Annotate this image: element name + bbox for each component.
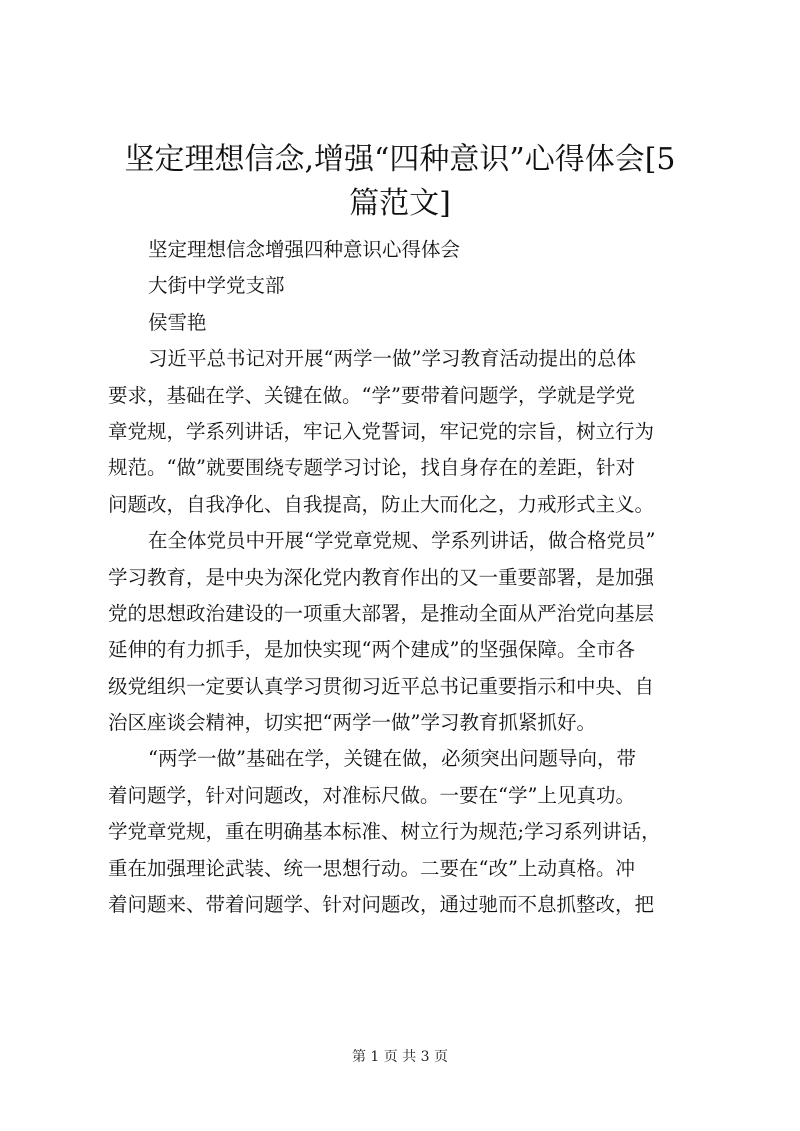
- paragraph-line: 着问题来、带着问题学、针对问题改，通过驰而不息抓整改，把: [108, 893, 655, 917]
- page-number: 第 1 页 共 3 页: [351, 1049, 449, 1065]
- page-footer: [0, 1048, 800, 1066]
- paragraph-line: 学党章党规，重在明确基本标准、树立行为规范;学习系列讲话，: [108, 820, 661, 844]
- document-title: [100, 138, 700, 226]
- paragraph-1: [108, 341, 708, 523]
- paragraph-line: 学习教育，是中央为深化党内教育作出的又一重要部署，是加强: [108, 565, 655, 589]
- title-line-1: 坚定理想信念,增强“四种意识”心得体会[5: [124, 142, 676, 177]
- paragraph-line: 要求，基础在学、关键在做。“学”要带着问题学，学就是学党: [108, 383, 635, 407]
- paragraph-3: [108, 741, 708, 923]
- paragraph-line: 级党组织一定要认真学习贯彻习近平总书记重要指示和中央、自: [108, 674, 655, 698]
- subtitle: 坚定理想信念增强四种意识心得体会: [148, 238, 461, 261]
- paragraph-line: 问题改，自我净化、自我提高，防止大而化之，力戒形式主义。: [108, 492, 655, 516]
- paragraph-line: 着问题学，针对问题改，对准标尺做。一要在“学”上见真功。: [108, 783, 635, 807]
- paragraph-line: “两学一做”基础在学，关键在做，必须突出问题导向，带: [148, 747, 636, 771]
- paragraph-line: 延伸的有力抓手，是加快实现“两个建成”的坚强保障。全市各: [108, 638, 635, 662]
- document-body: [108, 232, 708, 923]
- paragraph-line: 规范。“做”就要围绕专题学习讨论，找自身存在的差距，针对: [108, 456, 635, 480]
- paragraph-line: 治区座谈会精神，切实把“两学一做”学习教育抓紧抓好。: [108, 711, 596, 735]
- paragraph-line: 在全体党员中开展“学党章党规、学系列讲话，做合格党员”: [148, 529, 656, 553]
- title-line-2: 篇范文]: [349, 186, 451, 221]
- author: 侯雪艳: [148, 310, 207, 334]
- paragraph-line: 重在加强理论武装、统一思想行动。二要在“改”上动真格。冲: [108, 856, 635, 880]
- paragraph-line: 习近平总书记对开展“两学一做”学习教育活动提出的总体: [148, 347, 636, 371]
- paragraph-2: [108, 523, 708, 741]
- organization: 大街中学党支部: [148, 274, 285, 298]
- paragraph-line: 章党规，学系列讲话，牢记入党誓词，牢记党的宗旨，树立行为: [108, 419, 655, 443]
- paragraph-line: 党的思想政治建设的一项重大部署，是推动全面从严治党向基层: [108, 601, 655, 625]
